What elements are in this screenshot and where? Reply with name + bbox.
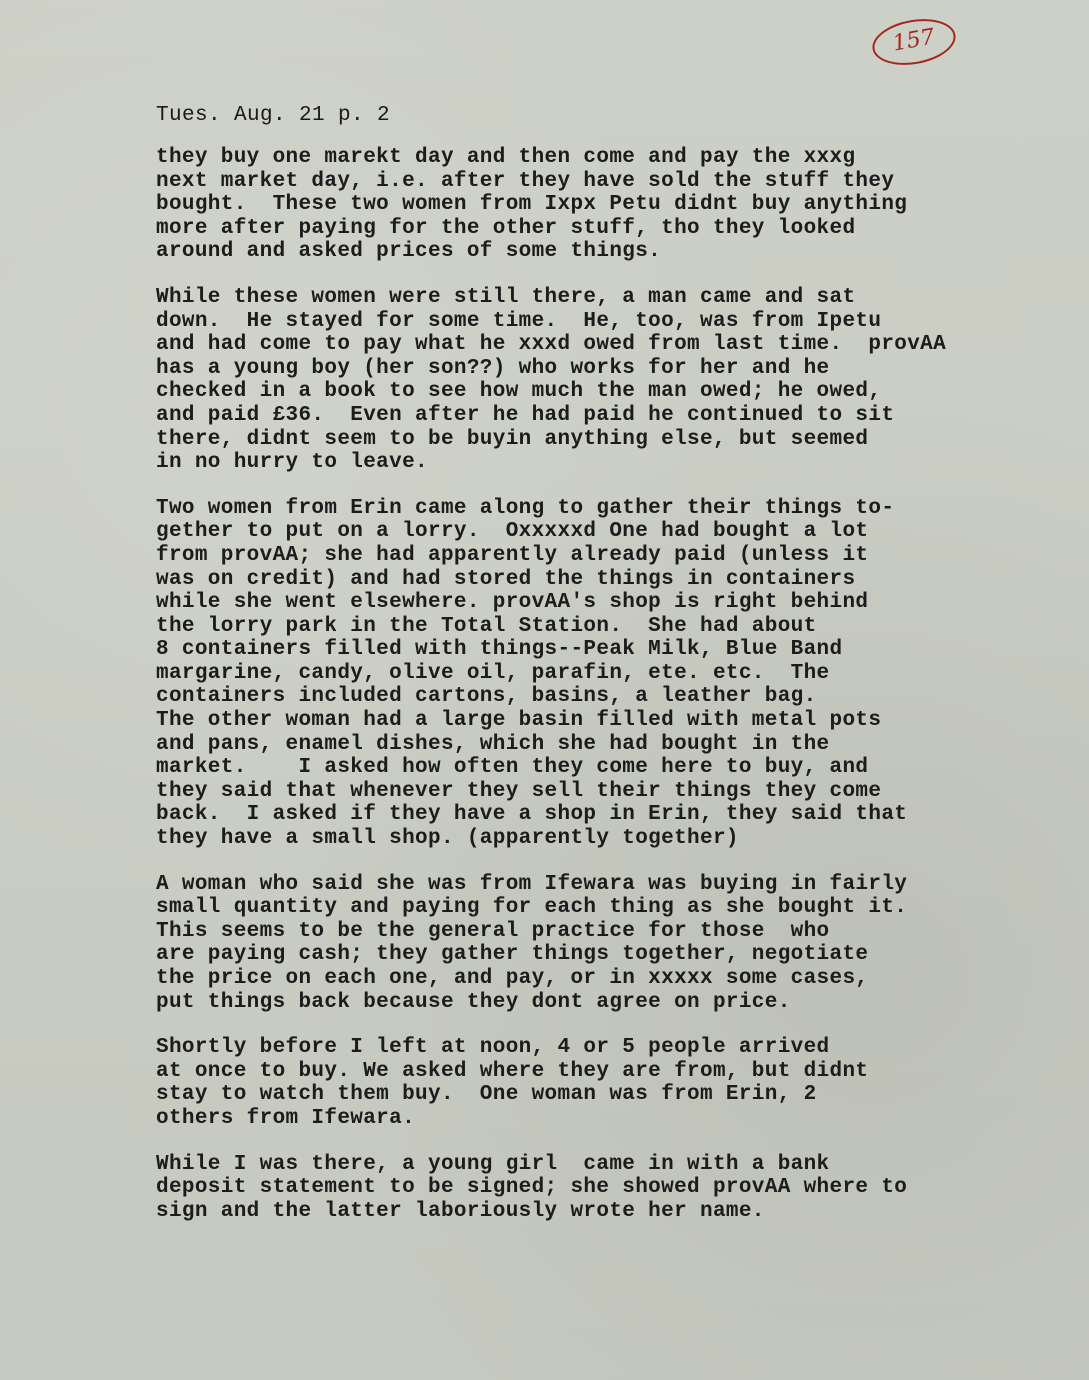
text-line: stay to watch them buy. One woman was from Erin, 2 (156, 1083, 817, 1107)
text-line: they have a small shop. (apparently together) (156, 827, 739, 851)
paragraph-1 (156, 146, 1006, 264)
page-header: Tues. Aug. 21 p. 2 (156, 104, 391, 127)
text-line: market. I asked how often they come here to buy, and (156, 756, 869, 780)
text-line: checked in a book to see how much the man owed; he owed, (156, 380, 882, 404)
text-line: 8 containers filled with things--Peak Milk, Blue Band (156, 638, 843, 662)
text-line: they said that whenever they sell their things they come (156, 779, 882, 803)
text-line: containers included cartons, basins, a leather bag. (156, 685, 817, 709)
text-line: While I was there, a young girl came in with a bank (156, 1152, 830, 1176)
text-line: they buy one marekt day and then come and pay the xxxg (156, 146, 856, 169)
text-line: back. I asked if they have a shop in Erin, they said that (156, 803, 908, 827)
paragraph-5 (156, 1036, 1006, 1130)
text-line: there, didnt seem to be buyin anything else, but seemed (156, 427, 869, 451)
text-line: deposit statement to be signed; she showed provAA where to (156, 1176, 908, 1200)
text-line: was on credit) and had stored the things in containers (156, 567, 856, 591)
text-line: While these women were still there, a man came and sat (156, 285, 856, 309)
text-line: down. He stayed for some time. He, too, was from Ipetu (156, 309, 882, 333)
text-line: has a young boy (her son??) who works for her and he (156, 356, 830, 380)
page-number-stamp (869, 13, 959, 71)
text-line: Two women from Erin came along to gather their things to- (156, 496, 895, 520)
text-line: This seems to be the general practice for those who (156, 919, 830, 943)
text-line: and paid £36. Even after he had paid he continued to sit (156, 403, 895, 427)
paragraph-2 (156, 286, 1006, 475)
paragraph-4 (156, 873, 1006, 1015)
text-line: gether to put on a lorry. Oxxxxxd One had bought a lot (156, 520, 869, 544)
page-number-text: 157 (890, 24, 937, 57)
text-line: more after paying for the other stuff, tho they looked (156, 216, 856, 240)
text-line: A woman who said she was from Ifewara was buying in fairly (156, 872, 908, 896)
text-line: the lorry park in the Total Station. She had about (156, 614, 817, 638)
paragraph-6 (156, 1153, 1006, 1224)
text-line: margarine, candy, olive oil, parafin, ete. etc. The (156, 661, 830, 685)
text-line: The other woman had a large basin filled with metal pots (156, 709, 882, 733)
text-line: while she went elsewhere. provAA's shop is right behind (156, 591, 869, 615)
text-line: at once to buy. We asked where they are from, but didnt (156, 1059, 869, 1083)
text-line: next market day, i.e. after they have sold the stuff they (156, 169, 895, 193)
text-line: from provAA; she had apparently already paid (unless it (156, 543, 869, 567)
text-line: the price on each one, and pay, or in xxxxx some cases, (156, 967, 869, 990)
text-line: sign and the latter laboriously wrote her name. (156, 1199, 765, 1223)
text-line: in no hurry to leave. (156, 451, 428, 475)
text-line: small quantity and paying for each thing as she bought it. (156, 896, 908, 920)
text-line: others from Ifewara. (156, 1106, 416, 1130)
text-line: are paying cash; they gather things together, negotiate (156, 943, 869, 967)
text-line: bought. These two women from Ixpx Petu didnt buy anything (156, 193, 908, 217)
text-line: put things back because they dont agree on price. (156, 990, 791, 1014)
body-text (156, 146, 1006, 1245)
paragraph-3 (156, 497, 1006, 851)
text-line: around and asked prices of some things. (156, 240, 662, 264)
text-line: Shortly before I left at noon, 4 or 5 people arrived (156, 1036, 830, 1060)
text-line: and pans, enamel dishes, which she had bought in the (156, 732, 830, 756)
text-line: and had come to pay what he xxxd owed from last time. provAA (156, 333, 947, 357)
